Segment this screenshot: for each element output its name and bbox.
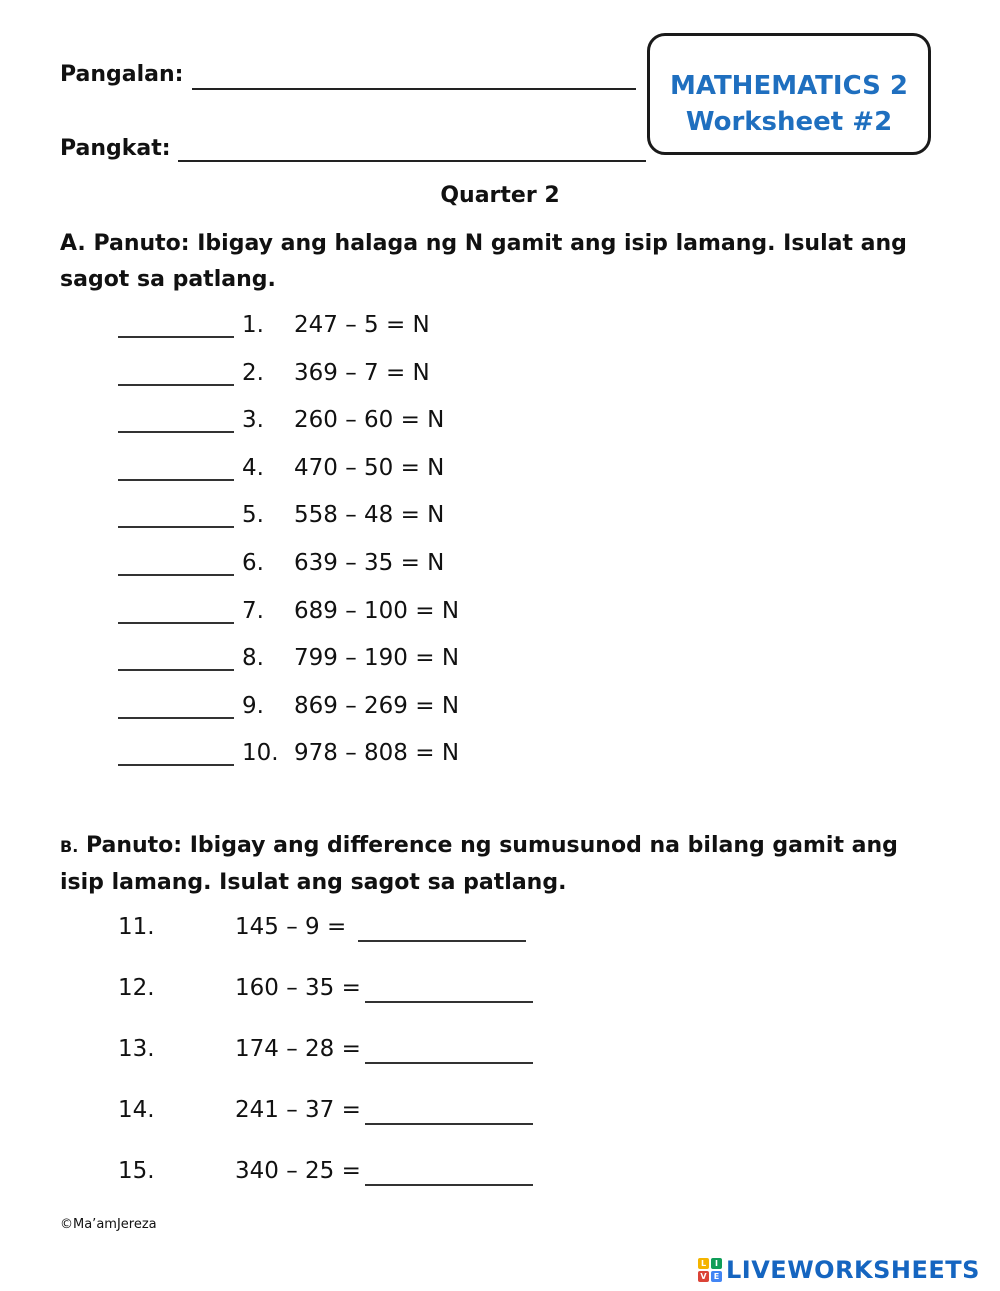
item-expression: 470 – 50 = N xyxy=(294,454,445,481)
item-number: 13. xyxy=(118,1036,155,1062)
group-label: Pangkat: xyxy=(60,136,171,161)
item-number: 7. xyxy=(242,597,264,624)
section-b-instruction xyxy=(60,828,940,901)
answer-blank[interactable] xyxy=(118,622,234,624)
liveworksheets-logo xyxy=(698,1254,980,1286)
answer-blank[interactable] xyxy=(118,717,234,719)
item-expression: 799 – 190 = N xyxy=(294,645,460,672)
answer-blank[interactable] xyxy=(118,479,234,481)
item-expression: 160 – 35 = xyxy=(235,975,361,1001)
answer-blank[interactable] xyxy=(118,431,234,433)
item-expression: 869 – 269 = N xyxy=(294,692,460,719)
section-b-letter: B. xyxy=(60,837,79,856)
item-expression: 260 – 60 = N xyxy=(294,407,445,434)
item-expression: 369 – 7 = N xyxy=(294,359,430,386)
answer-blank[interactable] xyxy=(118,764,234,766)
item-number: 2. xyxy=(242,359,264,386)
item-number: 14. xyxy=(118,1097,155,1123)
subject-title: MATHEMATICS 2 xyxy=(669,71,909,101)
answer-blank[interactable] xyxy=(118,336,234,338)
answer-blank[interactable] xyxy=(118,669,234,671)
item-expression: 689 – 100 = N xyxy=(294,597,460,624)
item-number: 8. xyxy=(242,645,264,672)
answer-blank[interactable] xyxy=(365,1062,533,1064)
answer-blank[interactable] xyxy=(118,574,234,576)
item-expression: 174 – 28 = xyxy=(235,1036,361,1062)
answer-blank[interactable] xyxy=(358,940,526,942)
brand-name: LIVEWORKSHEETS xyxy=(726,1256,980,1284)
item-expression: 558 – 48 = N xyxy=(294,502,445,529)
worksheet-title-box xyxy=(647,33,931,155)
item-number: 9. xyxy=(242,692,264,719)
item-number: 15. xyxy=(118,1158,155,1184)
item-number: 6. xyxy=(242,550,264,576)
item-number: 3. xyxy=(242,407,264,434)
item-expression: 639 – 35 = N xyxy=(294,550,445,576)
item-expression: 340 – 25 = xyxy=(235,1158,361,1184)
item-number: 11. xyxy=(118,914,155,940)
item-expression: 247 – 5 = N xyxy=(294,312,430,338)
quarter-heading: Quarter 2 xyxy=(440,183,560,208)
item-number: 4. xyxy=(242,454,264,481)
item-number: 1. xyxy=(242,312,264,338)
item-expression: 241 – 37 = xyxy=(235,1097,361,1123)
copyright-note: ©Ma’amJereza xyxy=(60,1217,157,1232)
group-field[interactable] xyxy=(178,160,646,162)
logo-blocks-icon: L I V E xyxy=(698,1258,722,1282)
name-label: Pangalan: xyxy=(60,62,184,87)
answer-blank[interactable] xyxy=(365,1184,533,1186)
section-a-instruction: A. Panuto: Ibigay ang halaga ng N gamit ang isip lamang. Isulat ang sagot sa patlang. xyxy=(60,231,907,292)
answer-blank[interactable] xyxy=(365,1001,533,1003)
name-field[interactable] xyxy=(192,88,636,90)
item-number: 5. xyxy=(242,502,264,529)
item-number: 10. xyxy=(242,740,279,767)
item-expression: 978 – 808 = N xyxy=(294,740,460,767)
answer-blank[interactable] xyxy=(118,384,234,386)
worksheet-number: Worksheet #2 xyxy=(685,107,893,137)
section-b-text: Panuto: Ibigay ang difference ng sumusunod na bilang gamit ang isip lamang. Isulat ang sagot sa patlang. xyxy=(60,833,898,895)
item-expression: 145 – 9 = xyxy=(235,914,347,940)
item-number: 12. xyxy=(118,975,155,1001)
answer-blank[interactable] xyxy=(118,526,234,528)
answer-blank[interactable] xyxy=(365,1123,533,1125)
